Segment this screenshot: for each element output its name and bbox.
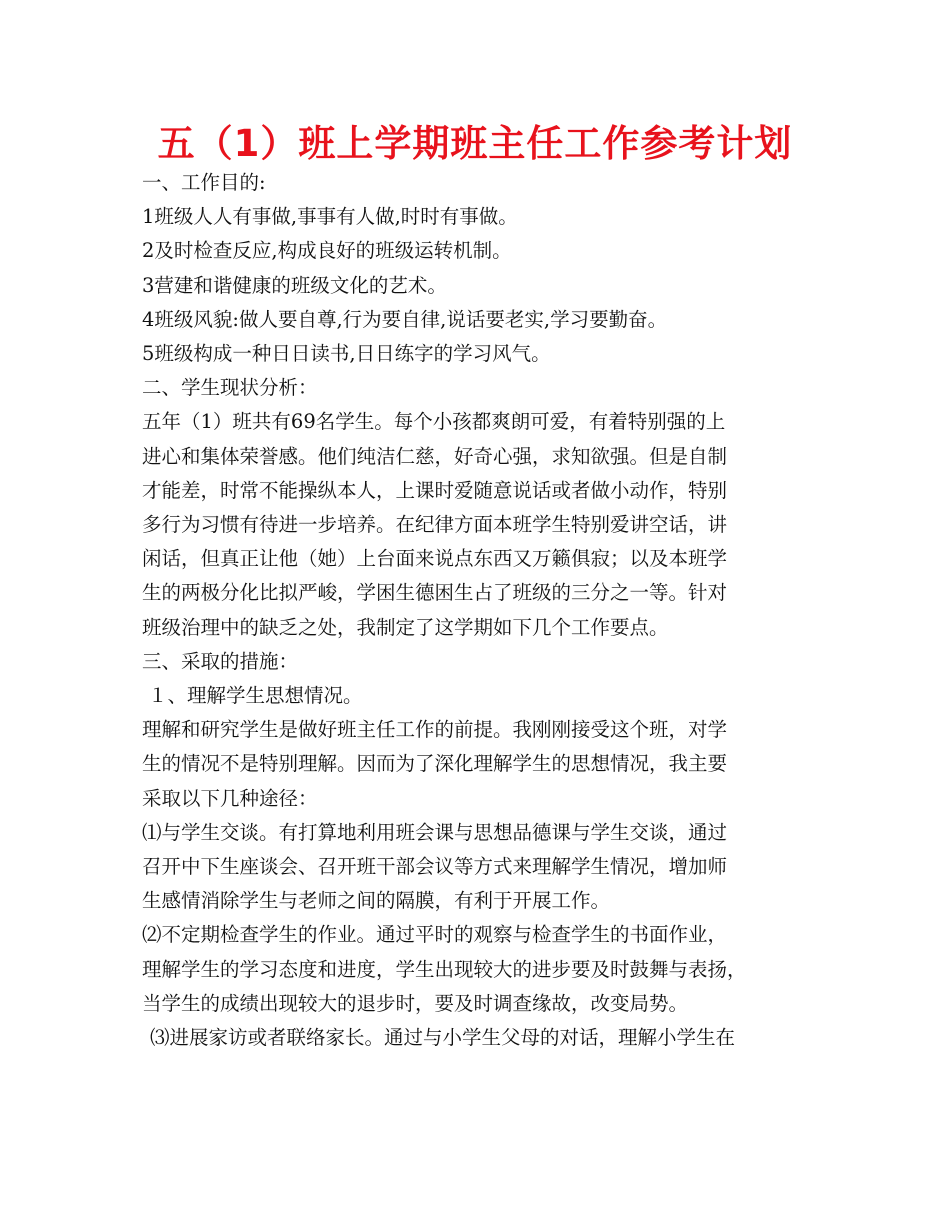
measures-text-line: 生的情况不是特别理解。因而为了深化理解学生的思想情况，我主要 [142, 752, 728, 776]
measures-text-line: 理解和研究学生是做好班主任工作的前提。我刚刚接受这个班，对学 [142, 718, 728, 742]
document-body [142, 166, 822, 1055]
section-heading-measures: 三、采取的措施： [142, 649, 299, 673]
document-title: 五（1）班上学期班主任工作参考计划 [157, 122, 793, 165]
goal-item: 1班级人人有事做,事事有人做,时时有事做。 [142, 205, 518, 229]
measure-item-line: 生感情消除学生与老师之间的隔膜，有利于开展工作。 [142, 889, 611, 913]
goal-item: 2及时检查反应,构成良好的班级运转机制。 [142, 239, 512, 263]
analysis-text-line: 进心和集体荣誉感。他们纯洁仁慈，好奇心强，求知欲强。但是自制 [142, 444, 728, 468]
measure-item-line: ⑶进展家访或者联络家长。通过与小学生父母的对话，理解小学生在 [150, 1026, 736, 1050]
goal-item: 3营建和谐健康的班级文化的艺术。 [142, 273, 447, 297]
analysis-text-line: 才能差，时常不能操纵本人，上课时爱随意说话或者做小动作，特别 [142, 478, 728, 502]
measure-item-line: ⑴与学生交谈。有打算地利用班会课与思想品德课与学生交谈，通过 [142, 820, 728, 844]
measures-text-line: 采取以下几种途径： [142, 786, 318, 810]
subsection-heading: １、理解学生思想情况。 [148, 684, 363, 708]
section-heading-goals: 一、工作目的: [142, 171, 266, 194]
goal-item: 4班级风貌:做人要自尊,行为要自律,说话要老实,学习要勤奋。 [142, 307, 668, 331]
measure-item-line: ⑵不定期检查学生的作业。通过平时的观察与检查学生的书面作业， [142, 923, 728, 947]
section-heading-analysis: 二、学生现状分析： [142, 376, 318, 400]
analysis-text-line: 班级治理中的缺乏之处，我制定了这学期如下几个工作要点。 [142, 615, 669, 639]
analysis-text-line: 五年（1）班共有69名学生。每个小孩都爽朗可爱，有着特别强的上 [142, 410, 726, 434]
analysis-text-line: 闲话，但真正让他（她）上台面来说点东西又万籁俱寂；以及本班学 [142, 547, 728, 571]
measure-item-line: 当学生的成绩出现较大的退步时，要及时调查缘故，改变局势。 [142, 991, 689, 1015]
measure-item-line: 召开中下生座谈会、召开班干部会议等方式来理解学生情况，增加师 [142, 855, 728, 879]
goal-item: 5班级构成一种日日读书,日日练字的学习风气。 [142, 342, 551, 366]
analysis-text-line: 生的两极分化比拟严峻，学困生德困生占了班级的三分之一等。针对 [142, 581, 728, 605]
measure-item-line: 理解学生的学习态度和进度，学生出现较大的进步要及时鼓舞与表扬， [142, 957, 747, 981]
analysis-text-line: 多行为习惯有待进一步培养。在纪律方面本班学生特别爱讲空话，讲 [142, 513, 728, 537]
